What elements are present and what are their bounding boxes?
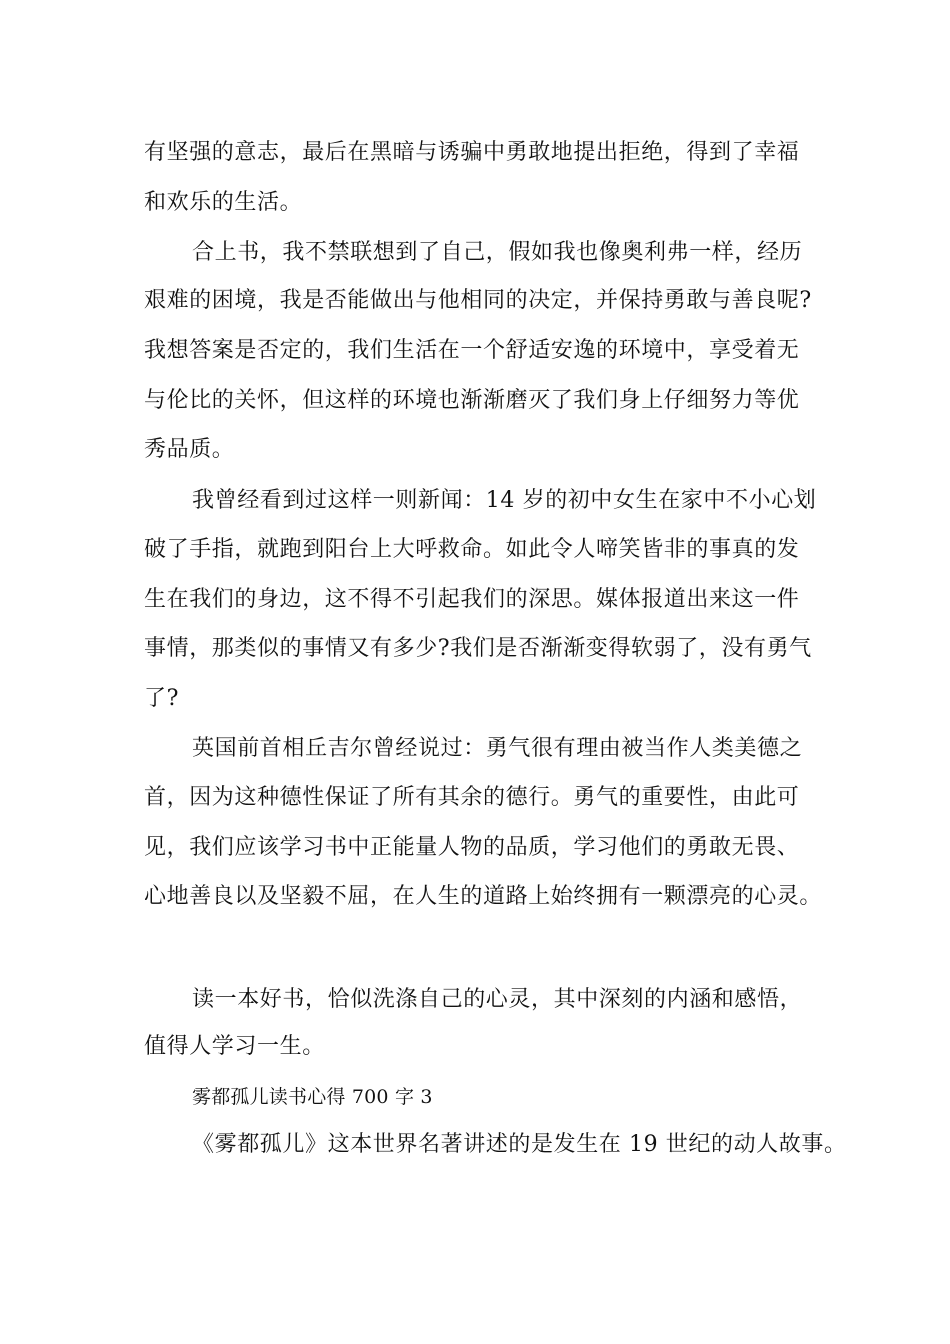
paragraph-4-line-1: 英国前首相丘吉尔曾经说过：勇气很有理由被当作人类美德之	[192, 736, 803, 761]
paragraph-5-line-2: 值得人学习一生。	[144, 1034, 325, 1059]
paragraph-3-line-2: 破了手指，就跑到阳台上大呼救命。如此令人啼笑皆非的事真的发	[144, 537, 800, 562]
paragraph-4-line-4: 心地善良以及坚毅不屈，在人生的道路上始终拥有一颗漂亮的心灵。	[144, 884, 823, 909]
section-heading: 雾都孤儿读书心得 700 字 3	[192, 1086, 433, 1108]
paragraph-3-line-5: 了?	[144, 686, 179, 711]
paragraph-4-line-3: 见，我们应该学习书中正能量人物的品质，学习他们的勇敢无畏、	[144, 835, 800, 860]
paragraph-4-line-2: 首，因为这种德性保证了所有其余的德行。勇气的重要性，由此可	[144, 785, 800, 810]
paragraph-2-line-1: 合上书，我不禁联想到了自己，假如我也像奥利弗一样，经历	[192, 240, 803, 265]
paragraph-1-line-1: 有坚强的意志，最后在黑暗与诱骗中勇敢地提出拒绝，得到了幸福	[144, 140, 800, 165]
final-paragraph-line-1: 《雾都孤儿》这本世界名著讲述的是发生在 19 世纪的动人故事。	[192, 1132, 847, 1157]
paragraph-2-line-2: 艰难的困境，我是否能做出与他相同的决定，并保持勇敢与善良呢?	[144, 288, 812, 313]
paragraph-3-line-3: 生在我们的身边，这不得不引起我们的深思。媒体报道出来这一件	[144, 587, 800, 612]
paragraph-5-line-1: 读一本好书，恰似洗涤自己的心灵，其中深刻的内涵和感悟，	[192, 987, 803, 1012]
paragraph-1-line-2: 和欢乐的生活。	[144, 190, 303, 215]
paragraph-3-line-4: 事情，那类似的事情又有多少?我们是否渐渐变得软弱了，没有勇气	[144, 636, 812, 661]
paragraph-2-line-5: 秀品质。	[144, 437, 235, 462]
paragraph-2-line-3: 我想答案是否定的，我们生活在一个舒适安逸的环境中，享受着无	[144, 338, 800, 363]
paragraph-2-line-4: 与伦比的关怀，但这样的环境也渐渐磨灭了我们身上仔细努力等优	[144, 388, 800, 413]
paragraph-3-line-1: 我曾经看到过这样一则新闻：14 岁的初中女生在家中不小心划	[192, 488, 817, 513]
